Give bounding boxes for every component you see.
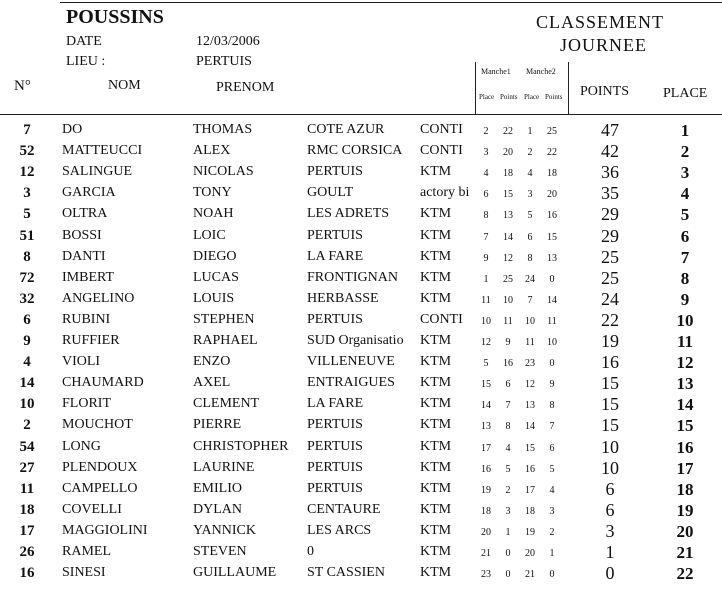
cell-m2pt: 7 [549, 421, 555, 433]
cell-moto: KTM [420, 396, 452, 412]
cell-num: 12 [19, 164, 35, 181]
cell-club: RMC CORSICA [307, 143, 403, 159]
table-row [0, 246, 722, 270]
cell-club: ST CASSIEN [307, 565, 385, 581]
cell-num: 52 [19, 143, 35, 160]
cell-m1p: 15 [481, 379, 491, 391]
cell-num: 2 [23, 417, 31, 434]
cell-m2p: 14 [525, 421, 535, 433]
cell-m1pt: 2 [505, 484, 511, 496]
cell-prenom: CHRISTOPHER [193, 438, 289, 454]
sub-points2-header: Points [545, 93, 563, 101]
cell-m1pt: 14 [503, 231, 513, 243]
date-value: 12/03/2006 [196, 34, 260, 49]
cell-points: 42 [601, 141, 619, 162]
cell-m1p: 8 [483, 210, 489, 222]
table-row [0, 225, 722, 249]
cell-club: SUD Organisatio [307, 333, 404, 348]
cell-place: 1 [680, 121, 690, 140]
cell-num: 3 [23, 185, 31, 202]
cell-m1pt: 22 [503, 126, 513, 137]
cell-m2p: 21 [525, 569, 535, 581]
cell-num: 51 [19, 227, 35, 244]
cell-nom: DANTI [62, 248, 106, 264]
cell-moto: KTM [420, 354, 452, 370]
cell-place: 2 [680, 142, 690, 162]
cell-m1pt: 18 [503, 168, 513, 180]
cell-m2pt: 6 [549, 442, 555, 454]
sub-place2-header: Place [524, 93, 540, 101]
cell-m2p: 3 [527, 189, 533, 201]
cell-m2p: 10 [525, 315, 535, 327]
cell-m1pt: 13 [503, 210, 513, 222]
table-row [0, 143, 722, 164]
cell-points: 25 [601, 267, 619, 288]
cell-moto: CONTI [420, 122, 463, 137]
cell-moto: KTM [420, 269, 452, 285]
cell-points: 0 [605, 563, 615, 584]
cell-nom: BOSSI [62, 227, 102, 243]
cell-moto: KTM [420, 248, 452, 264]
cell-place: 15 [676, 416, 694, 436]
cell-m1pt: 3 [505, 505, 511, 517]
cell-prenom: LUCAS [193, 269, 239, 285]
col-nom-header: NOM [108, 78, 141, 93]
cell-club: LES ARCS [307, 522, 372, 538]
table-row [0, 354, 722, 375]
cell-m2pt: 13 [547, 252, 557, 264]
cell-m2pt: 9 [549, 379, 555, 391]
col-points-header: POINTS [580, 84, 630, 99]
cell-m2pt: 18 [547, 168, 557, 180]
cell-club: GOULT [307, 185, 354, 201]
cell-points: 1 [605, 542, 615, 562]
cell-nom: RUBINI [62, 311, 111, 327]
table-row [0, 185, 722, 206]
cell-m1p: 9 [483, 252, 489, 264]
cell-points: 6 [605, 478, 615, 499]
cell-num: 72 [19, 269, 35, 286]
cell-place: 3 [680, 163, 690, 183]
table-row [0, 375, 722, 396]
cell-m2p: 20 [525, 548, 535, 559]
cell-moto: KTM [420, 459, 452, 475]
cell-m2p: 24 [525, 273, 535, 285]
cell-m2p: 5 [527, 210, 533, 222]
cell-num: 54 [19, 438, 35, 455]
cell-prenom: DIEGO [193, 248, 237, 264]
cell-m2p: 18 [525, 505, 535, 517]
cell-num: 9 [23, 333, 31, 349]
cell-num: 18 [19, 501, 35, 518]
table-row [0, 417, 722, 438]
cell-prenom: ENZO [193, 354, 231, 370]
cell-m1pt: 25 [503, 273, 513, 285]
cell-m1p: 6 [483, 189, 489, 201]
cell-m1p: 5 [483, 358, 489, 370]
cell-prenom: NICOLAS [193, 164, 254, 180]
cell-num: 17 [19, 522, 35, 539]
cell-m1p: 7 [483, 231, 489, 243]
cell-m2p: 19 [525, 526, 535, 538]
cell-m1pt: 6 [505, 379, 511, 391]
cell-prenom: DYLAN [193, 501, 242, 517]
table-row [0, 520, 722, 544]
cell-m1pt: 20 [503, 147, 513, 159]
cell-prenom: TONY [193, 185, 232, 201]
table-row [0, 436, 722, 460]
manche2-header: Manche2 [526, 67, 556, 76]
cell-m2p: 7 [527, 294, 533, 306]
cell-m1pt: 0 [505, 569, 511, 581]
cell-points: 22 [601, 309, 619, 330]
cell-points: 10 [601, 457, 619, 478]
table-row [0, 457, 722, 481]
cell-m1p: 1 [483, 273, 489, 285]
cell-m1p: 12 [481, 337, 491, 348]
cell-moto: KTM [420, 438, 452, 454]
cell-m1p: 21 [481, 548, 491, 559]
cell-num: 5 [23, 206, 31, 223]
cell-club: FRONTIGNAN [307, 269, 398, 285]
lieu-value: PERTUIS [196, 54, 252, 69]
cell-m2pt: 1 [549, 548, 555, 559]
cell-place: 9 [680, 289, 690, 309]
cell-club: PERTUIS [307, 480, 363, 496]
cell-m1pt: 9 [505, 337, 511, 348]
cell-m1p: 13 [481, 421, 491, 433]
cell-moto: KTM [420, 333, 452, 348]
date-label: DATE [66, 34, 102, 49]
cell-place: 21 [676, 543, 694, 562]
cell-nom: SALINGUE [62, 164, 132, 180]
cell-m2p: 17 [525, 484, 535, 496]
cell-prenom: STEPHEN [193, 311, 255, 327]
cell-prenom: CLEMENT [193, 396, 260, 412]
cell-m2pt: 16 [547, 210, 557, 222]
cell-moto: KTM [420, 375, 452, 391]
cell-m2pt: 8 [549, 400, 555, 412]
cell-m1p: 14 [481, 400, 491, 412]
cell-prenom: LOUIS [193, 290, 235, 306]
cell-m2p: 4 [527, 168, 533, 180]
table-row [0, 122, 722, 143]
cell-points: 15 [601, 394, 619, 415]
cell-m1pt: 16 [503, 358, 513, 370]
cell-moto: KTM [420, 290, 452, 306]
cell-points: 35 [601, 183, 619, 204]
cell-m1pt: 15 [503, 189, 513, 201]
cell-points: 3 [605, 520, 615, 541]
cell-points: 29 [601, 204, 619, 225]
cell-place: 20 [676, 521, 694, 541]
cell-m2p: 1 [527, 126, 533, 137]
cell-m2pt: 22 [547, 147, 557, 159]
cell-place: 14 [676, 395, 694, 415]
lieu-label: LIEU : [66, 54, 106, 69]
cell-place: 10 [676, 310, 694, 330]
cell-nom: PLENDOUX [62, 459, 138, 475]
cell-m1pt: 0 [505, 548, 511, 559]
cell-points: 24 [601, 288, 619, 309]
cell-club: LA FARE [307, 396, 364, 412]
cell-points: 10 [601, 436, 619, 457]
cell-points: 19 [601, 331, 619, 351]
cell-m1pt: 5 [505, 463, 511, 475]
col-place-header: PLACE [663, 86, 708, 101]
cell-club: PERTUIS [307, 417, 363, 433]
cell-num: 10 [19, 396, 35, 413]
page-title: POUSSINS [66, 6, 164, 28]
cell-place: 4 [680, 184, 690, 204]
cell-moto: actory bi [420, 185, 470, 201]
cell-nom: DO [62, 122, 83, 137]
cell-moto: KTM [420, 417, 452, 433]
table-row [0, 499, 722, 523]
cell-nom: LONG [62, 438, 101, 454]
cell-m2pt: 2 [549, 526, 555, 538]
cell-moto: KTM [420, 544, 452, 559]
cell-points: 29 [601, 225, 619, 246]
table-row [0, 206, 722, 227]
cell-nom: MATTEUCCI [62, 143, 143, 159]
cell-club: VILLENEUVE [307, 354, 395, 370]
cell-m1pt: 7 [505, 400, 511, 412]
cell-m1p: 2 [483, 126, 489, 137]
cell-club: PERTUIS [307, 438, 363, 454]
cell-prenom: PIERRE [193, 417, 242, 433]
table-row [0, 544, 722, 565]
table-row [0, 309, 722, 333]
cell-nom: IMBERT [62, 269, 115, 285]
cell-m2p: 2 [527, 147, 533, 159]
cell-place: 13 [676, 374, 694, 394]
cell-m2p: 11 [525, 337, 535, 348]
cell-m1p: 20 [481, 526, 491, 538]
cell-m1pt: 4 [505, 442, 511, 454]
cell-prenom: YANNICK [193, 522, 256, 538]
cell-moto: KTM [420, 206, 452, 222]
col-prenom-header: PRENOM [216, 80, 275, 95]
cell-place: 12 [676, 353, 694, 373]
cell-m2p: 23 [525, 358, 535, 370]
vertical-rule-right [568, 62, 569, 114]
cell-moto: KTM [420, 522, 452, 538]
cell-m2pt: 0 [549, 569, 555, 581]
cell-nom: ANGELINO [62, 290, 135, 306]
cell-points: 36 [601, 162, 619, 183]
cell-club: COTE AZUR [307, 122, 385, 137]
cell-m2pt: 0 [549, 273, 555, 285]
sub-points1-header: Points [500, 93, 518, 101]
cell-m1p: 18 [481, 505, 491, 517]
cell-m1pt: 8 [505, 421, 511, 433]
cell-nom: RUFFIER [62, 333, 120, 348]
cell-place: 11 [676, 332, 694, 351]
cell-m2pt: 0 [549, 358, 555, 370]
cell-m1pt: 10 [503, 294, 513, 306]
cell-m2pt: 3 [549, 505, 555, 517]
cell-club: CENTAURE [307, 501, 381, 517]
cell-club: 0 [307, 544, 314, 559]
cell-m1pt: 12 [503, 252, 513, 264]
cell-prenom: AXEL [193, 375, 231, 391]
cell-m2p: 13 [525, 400, 535, 412]
cell-nom: GARCIA [62, 185, 116, 201]
cell-prenom: GUILLAUME [193, 565, 277, 581]
cell-m2p: 12 [525, 379, 535, 391]
cell-m2p: 16 [525, 463, 535, 475]
cell-moto: KTM [420, 565, 452, 581]
cell-moto: CONTI [420, 311, 463, 327]
cell-club: ENTRAIGUES [307, 375, 395, 391]
cell-m1p: 11 [481, 294, 491, 306]
cell-points: 16 [601, 352, 619, 373]
cell-nom: MAGGIOLINI [62, 522, 148, 538]
cell-nom: FLORIT [62, 396, 111, 412]
cell-place: 22 [676, 564, 694, 584]
cell-m1p: 10 [481, 315, 491, 327]
classement-heading: CLASSEMENT [536, 12, 665, 32]
cell-place: 8 [680, 268, 690, 288]
cell-m2pt: 14 [547, 294, 557, 306]
cell-num: 26 [19, 544, 35, 560]
cell-prenom: EMILIO [193, 480, 242, 496]
cell-m2pt: 20 [547, 189, 557, 201]
table-row [0, 565, 722, 586]
cell-place: 19 [676, 500, 694, 520]
cell-moto: KTM [420, 227, 452, 243]
cell-points: 15 [601, 373, 619, 394]
cell-nom: MOUCHOT [62, 417, 133, 433]
cell-m1p: 3 [483, 147, 489, 159]
cell-nom: RAMEL [62, 544, 111, 559]
cell-moto: KTM [420, 480, 452, 496]
cell-place: 16 [676, 437, 694, 457]
cell-m1p: 17 [481, 442, 491, 454]
cell-prenom: LOIC [193, 227, 226, 243]
cell-m1p: 4 [483, 168, 489, 180]
cell-num: 11 [19, 480, 35, 497]
cell-nom: CAMPELLO [62, 480, 138, 496]
cell-prenom: THOMAS [193, 122, 253, 137]
cell-m1p: 16 [481, 463, 491, 475]
cell-m2pt: 25 [547, 126, 557, 137]
cell-nom: CHAUMARD [62, 375, 144, 391]
cell-m2pt: 15 [547, 231, 557, 243]
cell-club: LA FARE [307, 248, 364, 264]
cell-num: 4 [23, 354, 31, 371]
cell-m2p: 6 [527, 231, 533, 243]
cell-points: 6 [605, 499, 615, 520]
cell-club: PERTUIS [307, 459, 363, 475]
cell-prenom: STEVEN [193, 544, 247, 559]
cell-moto: KTM [420, 164, 452, 180]
cell-moto: KTM [420, 501, 452, 517]
cell-m1pt: 1 [505, 526, 511, 538]
cell-points: 15 [601, 415, 619, 436]
cell-nom: VIOLI [62, 354, 101, 370]
cell-num: 14 [19, 375, 35, 392]
cell-m1p: 19 [481, 484, 491, 496]
top-rule [60, 2, 722, 3]
vertical-rule-left [475, 62, 476, 114]
cell-points: 47 [601, 120, 619, 140]
cell-m2p: 8 [527, 252, 533, 264]
cell-num: 8 [23, 248, 31, 265]
cell-club: PERTUIS [307, 164, 363, 180]
header-rule [0, 114, 722, 115]
table-row [0, 333, 722, 354]
cell-m1p: 23 [481, 569, 491, 581]
cell-num: 32 [19, 290, 35, 307]
cell-place: 7 [680, 247, 690, 267]
cell-prenom: LAURINE [193, 459, 255, 475]
cell-num: 7 [23, 122, 31, 138]
journee-heading: JOURNEE [560, 35, 647, 55]
cell-points: 25 [601, 246, 619, 267]
cell-place: 17 [676, 458, 694, 478]
cell-nom: OLTRA [62, 206, 108, 222]
table-row [0, 288, 722, 312]
cell-num: 6 [23, 311, 31, 328]
cell-num: 27 [19, 459, 35, 476]
cell-prenom: NOAH [193, 206, 234, 222]
cell-club: HERBASSE [307, 290, 379, 306]
cell-club: PERTUIS [307, 311, 363, 327]
table-row [0, 396, 722, 417]
cell-nom: SINESI [62, 565, 106, 581]
cell-place: 5 [680, 205, 690, 225]
cell-club: PERTUIS [307, 227, 363, 243]
cell-club: LES ADRETS [307, 206, 390, 222]
cell-moto: CONTI [420, 143, 463, 159]
cell-m2pt: 5 [549, 463, 555, 475]
table-row [0, 478, 722, 502]
cell-nom: COVELLI [62, 501, 122, 517]
cell-m2pt: 4 [549, 484, 555, 496]
cell-prenom: RAPHAEL [193, 333, 258, 348]
cell-place: 6 [680, 226, 690, 246]
cell-m2pt: 10 [547, 337, 557, 348]
cell-m2pt: 11 [547, 315, 557, 327]
cell-m2p: 15 [525, 442, 535, 454]
manche1-header: Manche1 [481, 67, 511, 76]
sub-place1-header: Place [479, 93, 495, 101]
cell-place: 18 [676, 479, 694, 499]
cell-num: 16 [19, 565, 35, 582]
cell-prenom: ALEX [193, 143, 231, 159]
table-row [0, 267, 722, 291]
col-num-header: N° [14, 78, 31, 94]
cell-m1pt: 11 [503, 315, 513, 327]
table-row [0, 164, 722, 185]
